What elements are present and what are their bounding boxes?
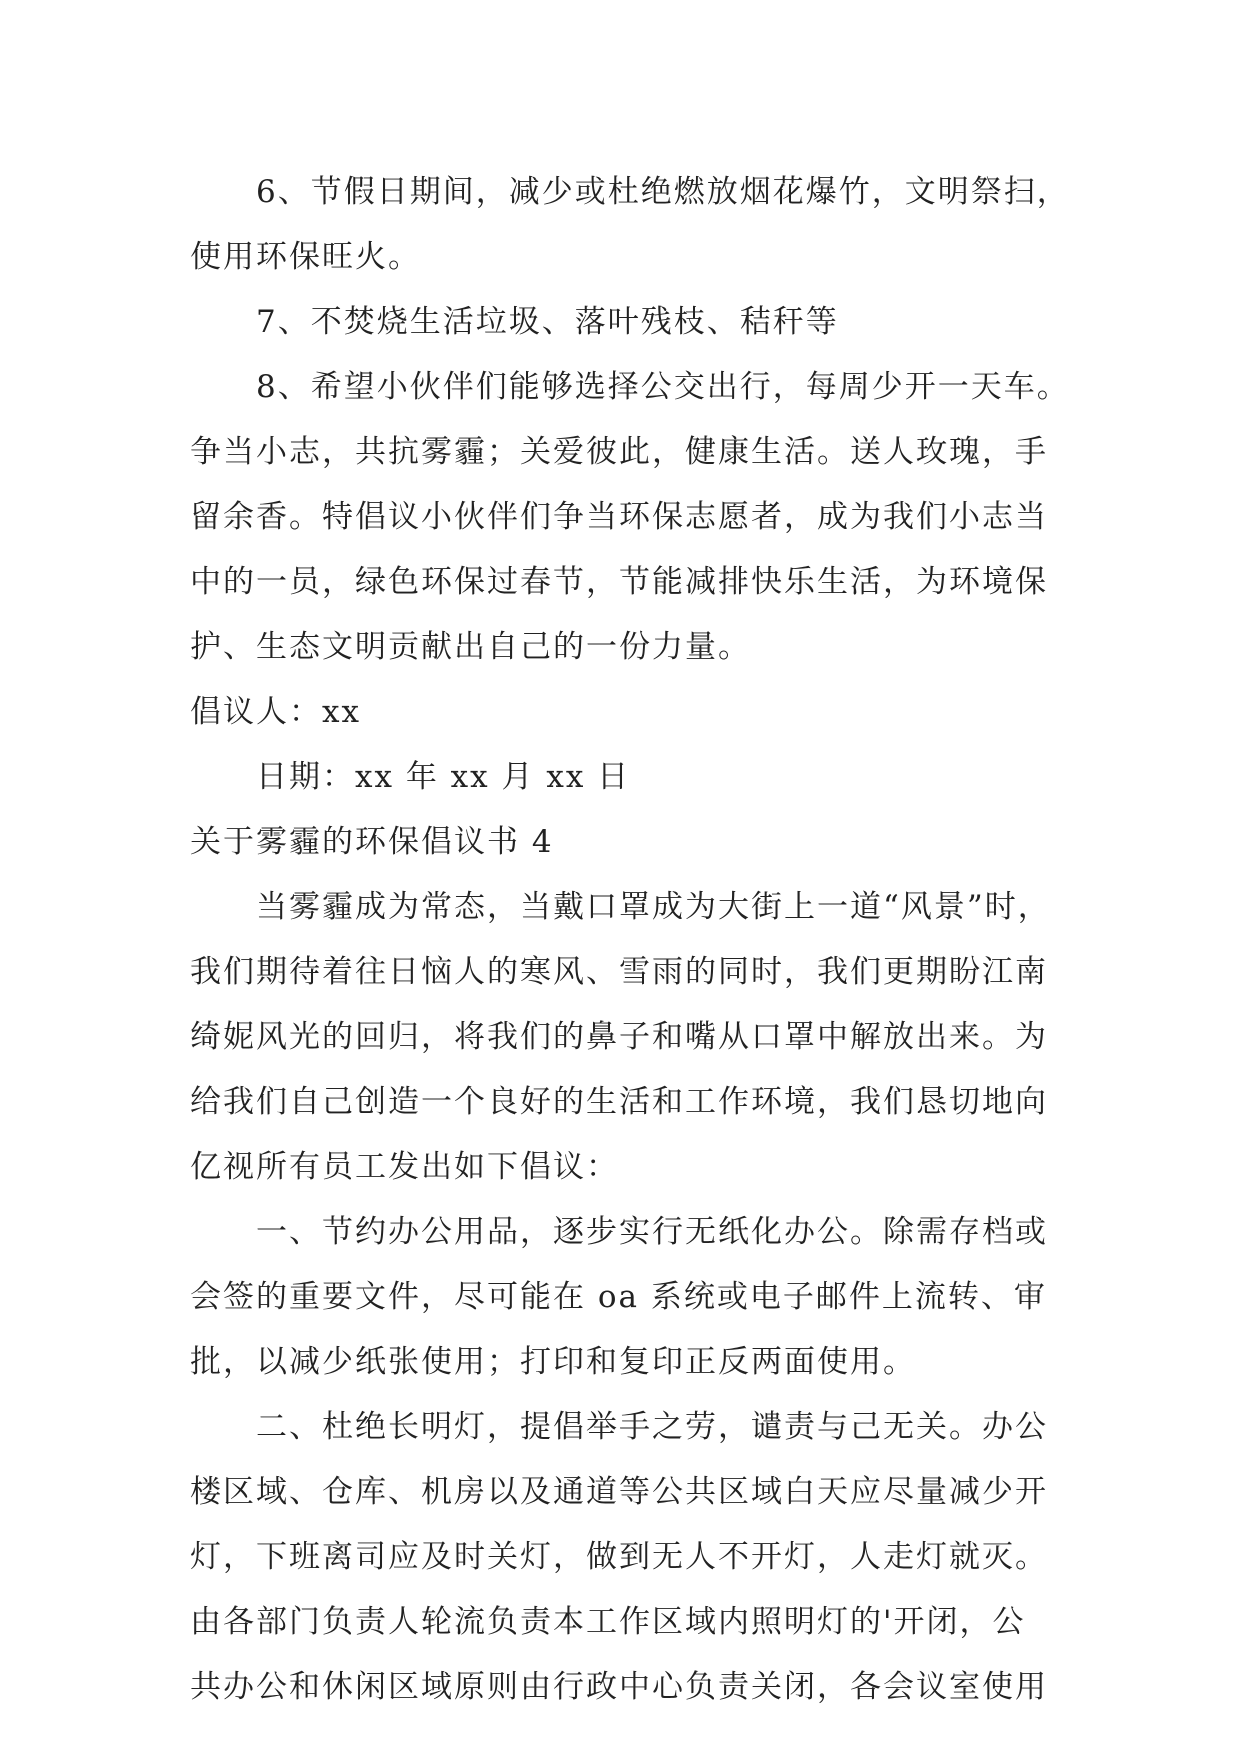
text-line: 会签的重要文件，尽可能在 oa 系统或电子邮件上流转、审 — [190, 1279, 1047, 1315]
text-line: 当雾霾成为常态，当戴口罩成为大街上一道“风景”时， — [256, 889, 1051, 925]
text-line: 亿视所有员工发出如下倡议： — [190, 1149, 619, 1185]
text-line: 护、生态文明贡献出自己的一份力量。 — [190, 629, 751, 665]
text-line: 7、不焚烧生活垃圾、落叶残枝、秸秆等 — [256, 304, 839, 340]
text-line: 灯，下班离司应及时关灯，做到无人不开灯，人走灯就灭。 — [190, 1539, 1048, 1575]
text-line: 中的一员，绿色环保过春节，节能减排快乐生活，为环境保 — [190, 564, 1048, 600]
text-line: 楼区域、仓库、机房以及通道等公共区域白天应尽量减少开 — [190, 1474, 1048, 1510]
text-line: 批，以减少纸张使用；打印和复印正反两面使用。 — [190, 1344, 916, 1380]
text-line: 给我们自己创造一个良好的生活和工作环境，我们恳切地向 — [190, 1084, 1048, 1120]
text-line: 我们期待着往日恼人的寒风、雪雨的同时，我们更期盼江南 — [190, 954, 1048, 990]
text-line: 一、节约办公用品，逐步实行无纸化办公。除需存档或 — [256, 1214, 1048, 1250]
text-line: 6、节假日期间，减少或杜绝燃放烟花爆竹，文明祭扫， — [256, 174, 1070, 210]
text-line: 关于雾霾的环保倡议书 4 — [190, 824, 554, 860]
text-line: 由各部门负责人轮流负责本工作区域内照明灯的'开闭，公 — [190, 1604, 1026, 1640]
text-line: 倡议人：xx — [190, 694, 361, 730]
text-line: 二、杜绝长明灯，提倡举手之劳，谴责与己无关。办公 — [256, 1409, 1048, 1445]
text-line: 共办公和休闲区域原则由行政中心负责关闭，各会议室使用 — [190, 1669, 1048, 1705]
text-line: 争当小志，共抗雾霾；关爱彼此，健康生活。送人玫瑰，手 — [190, 434, 1048, 470]
text-line: 日期：xx 年 xx 月 xx 日 — [256, 759, 631, 795]
text-line: 留余香。特倡议小伙伴们争当环保志愿者，成为我们小志当 — [190, 499, 1048, 535]
text-line: 8、希望小伙伴们能够选择公交出行，每周少开一天车。 — [256, 369, 1070, 405]
document-body — [190, 160, 1070, 1720]
text-line: 使用环保旺火。 — [190, 239, 421, 275]
text-line: 绮妮风光的回归，将我们的鼻子和嘴从口罩中解放出来。为 — [190, 1019, 1048, 1055]
